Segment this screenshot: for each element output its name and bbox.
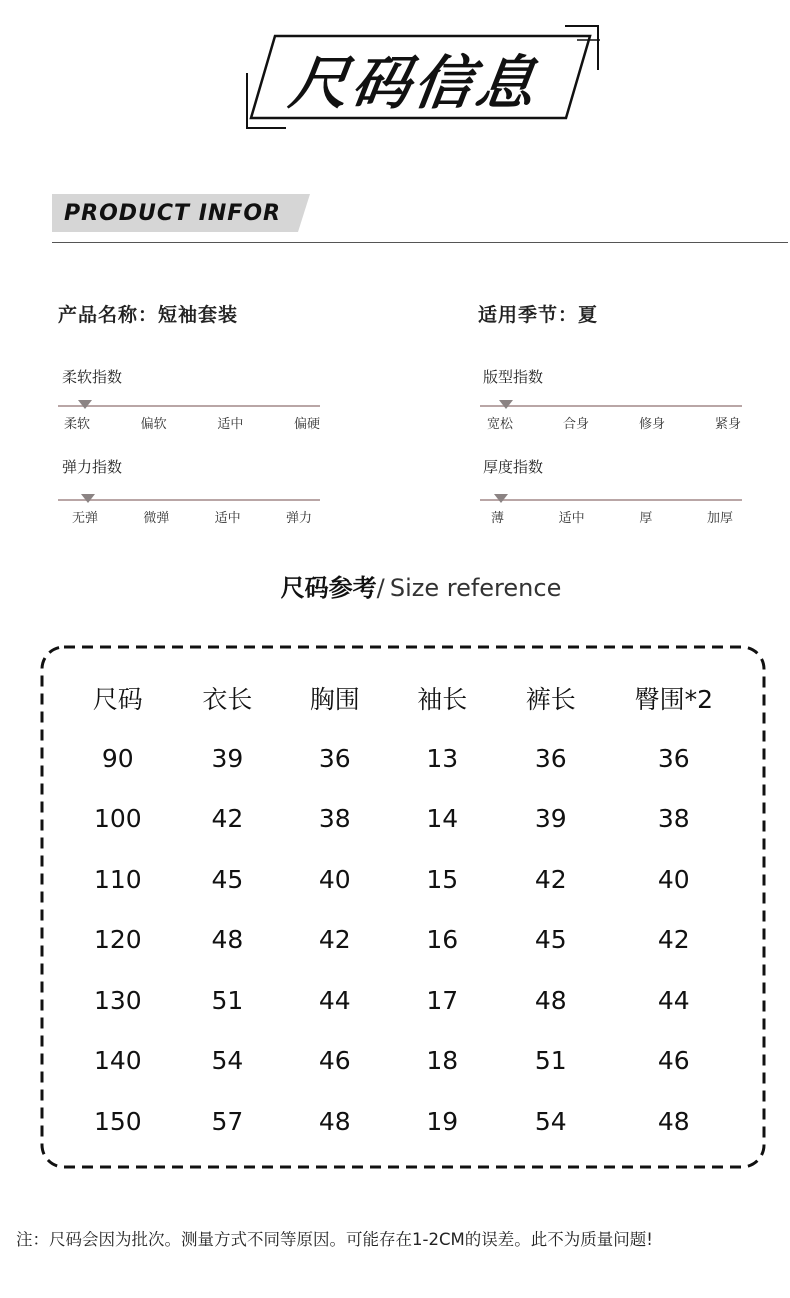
thickness-scale-title: 厚度指数 bbox=[483, 458, 544, 476]
softness-scale-title: 柔软指数 bbox=[62, 368, 123, 386]
table-cell: 54 bbox=[534, 1106, 567, 1136]
table-cell: 48 bbox=[657, 1106, 690, 1136]
stretch-scale-title: 弹力指数 bbox=[62, 458, 123, 476]
table-cell: 54 bbox=[211, 1046, 244, 1076]
table-cell: 45 bbox=[211, 864, 244, 894]
softness-option: 柔软 bbox=[64, 417, 91, 432]
size-reference-separator: / bbox=[376, 574, 385, 602]
softness-scale-marker bbox=[78, 400, 92, 409]
table-row bbox=[62, 1031, 742, 1092]
product-name-label: 产品名称： bbox=[58, 304, 159, 326]
softness-scale-line bbox=[58, 405, 320, 407]
table-cell: 38 bbox=[318, 804, 351, 834]
table-cell: 40 bbox=[318, 864, 351, 894]
table-cell: 18 bbox=[426, 1046, 459, 1076]
fit-option: 宽松 bbox=[487, 417, 514, 432]
column-header: 尺码 bbox=[92, 685, 143, 714]
table-cell: 42 bbox=[534, 864, 567, 894]
softness-option: 偏硬 bbox=[293, 417, 320, 432]
table-row bbox=[62, 970, 742, 1031]
fit-scale-marker bbox=[499, 400, 513, 409]
table-cell: 48 bbox=[318, 1106, 351, 1136]
table-cell: 57 bbox=[211, 1106, 244, 1136]
size-reference-title-cn: 尺码参考 bbox=[280, 574, 377, 602]
table-cell: 90 bbox=[101, 743, 134, 773]
product-name-value: 短袖套装 bbox=[158, 304, 239, 326]
table-row bbox=[62, 849, 742, 910]
table-cell: 39 bbox=[211, 743, 244, 773]
thickness-option: 厚 bbox=[639, 511, 653, 526]
table-row bbox=[62, 728, 742, 789]
thickness-scale-labels bbox=[491, 507, 733, 526]
fit-option: 修身 bbox=[638, 417, 665, 432]
stretch-option: 微弹 bbox=[143, 511, 170, 526]
fit-scale-labels bbox=[487, 413, 741, 432]
table-cell: 45 bbox=[534, 925, 567, 955]
table-cell: 42 bbox=[657, 925, 690, 955]
softness-scale-labels bbox=[64, 413, 320, 432]
table-cell: 17 bbox=[426, 985, 459, 1015]
stretch-option: 无弹 bbox=[72, 511, 99, 526]
table-cell: 48 bbox=[534, 985, 567, 1015]
stretch-option: 弹力 bbox=[285, 511, 312, 526]
table-cell: 38 bbox=[657, 804, 690, 834]
table-cell: 16 bbox=[426, 925, 459, 955]
table-cell: 150 bbox=[93, 1106, 142, 1136]
thickness-scale-line bbox=[480, 499, 742, 501]
stretch-scale-labels bbox=[72, 507, 312, 526]
size-reference-heading bbox=[0, 568, 790, 603]
thickness-scale-marker bbox=[494, 494, 508, 503]
table-cell: 48 bbox=[211, 925, 244, 955]
table-cell: 44 bbox=[657, 985, 690, 1015]
thickness-option: 适中 bbox=[558, 511, 585, 526]
table-cell: 140 bbox=[93, 1046, 142, 1076]
thickness-option: 薄 bbox=[491, 511, 505, 526]
table-cell: 39 bbox=[534, 804, 567, 834]
table-header-row bbox=[62, 668, 742, 728]
table-cell: 42 bbox=[211, 804, 244, 834]
table-cell: 46 bbox=[657, 1046, 690, 1076]
table-cell: 51 bbox=[534, 1046, 567, 1076]
product-name bbox=[58, 300, 238, 327]
table-cell: 120 bbox=[93, 925, 142, 955]
thickness-option: 加厚 bbox=[706, 511, 733, 526]
table-cell: 15 bbox=[426, 864, 459, 894]
season-label: 适用季节： bbox=[478, 304, 579, 326]
fit-scale-line bbox=[480, 405, 742, 407]
column-header: 衣长 bbox=[202, 685, 253, 714]
fit-option: 紧身 bbox=[714, 417, 741, 432]
table-cell: 130 bbox=[93, 985, 142, 1015]
table-cell: 14 bbox=[426, 804, 459, 834]
table-cell: 51 bbox=[211, 985, 244, 1015]
product-tag-label: PRODUCT INFOR bbox=[64, 201, 281, 226]
table-cell: 19 bbox=[426, 1106, 459, 1136]
softness-option: 偏软 bbox=[140, 417, 167, 432]
column-header: 臀围*2 bbox=[634, 685, 713, 714]
fit-scale-title: 版型指数 bbox=[483, 368, 544, 386]
main-title: 尺码信息 bbox=[285, 49, 544, 117]
table-cell: 40 bbox=[657, 864, 690, 894]
table-cell: 100 bbox=[93, 804, 142, 834]
stretch-scale-marker bbox=[81, 494, 95, 503]
footnote: 注：尺码会因为批次。测量方式不同等原因。可能存在1-2CM的误差。此不为质量问题! bbox=[16, 1230, 653, 1249]
column-header: 胸围 bbox=[309, 685, 360, 714]
section-divider bbox=[52, 242, 788, 243]
table-cell: 13 bbox=[426, 743, 459, 773]
table-row bbox=[62, 910, 742, 971]
table-cell: 110 bbox=[93, 864, 142, 894]
table-cell: 42 bbox=[318, 925, 351, 955]
size-table bbox=[62, 668, 742, 1152]
table-row bbox=[62, 789, 742, 850]
stretch-option: 适中 bbox=[214, 511, 241, 526]
fit-option: 合身 bbox=[562, 417, 589, 432]
column-header: 裤长 bbox=[525, 685, 576, 714]
table-cell: 46 bbox=[318, 1046, 351, 1076]
softness-option: 适中 bbox=[217, 417, 244, 432]
table-cell: 36 bbox=[657, 743, 690, 773]
season-value: 夏 bbox=[578, 304, 599, 326]
table-cell: 36 bbox=[534, 743, 567, 773]
season bbox=[478, 300, 598, 327]
column-header: 袖长 bbox=[417, 685, 468, 714]
table-cell: 36 bbox=[318, 743, 351, 773]
table-cell: 44 bbox=[318, 985, 351, 1015]
table-row bbox=[62, 1091, 742, 1152]
size-reference-title-en: Size reference bbox=[389, 574, 562, 602]
stretch-scale-line bbox=[58, 499, 320, 501]
